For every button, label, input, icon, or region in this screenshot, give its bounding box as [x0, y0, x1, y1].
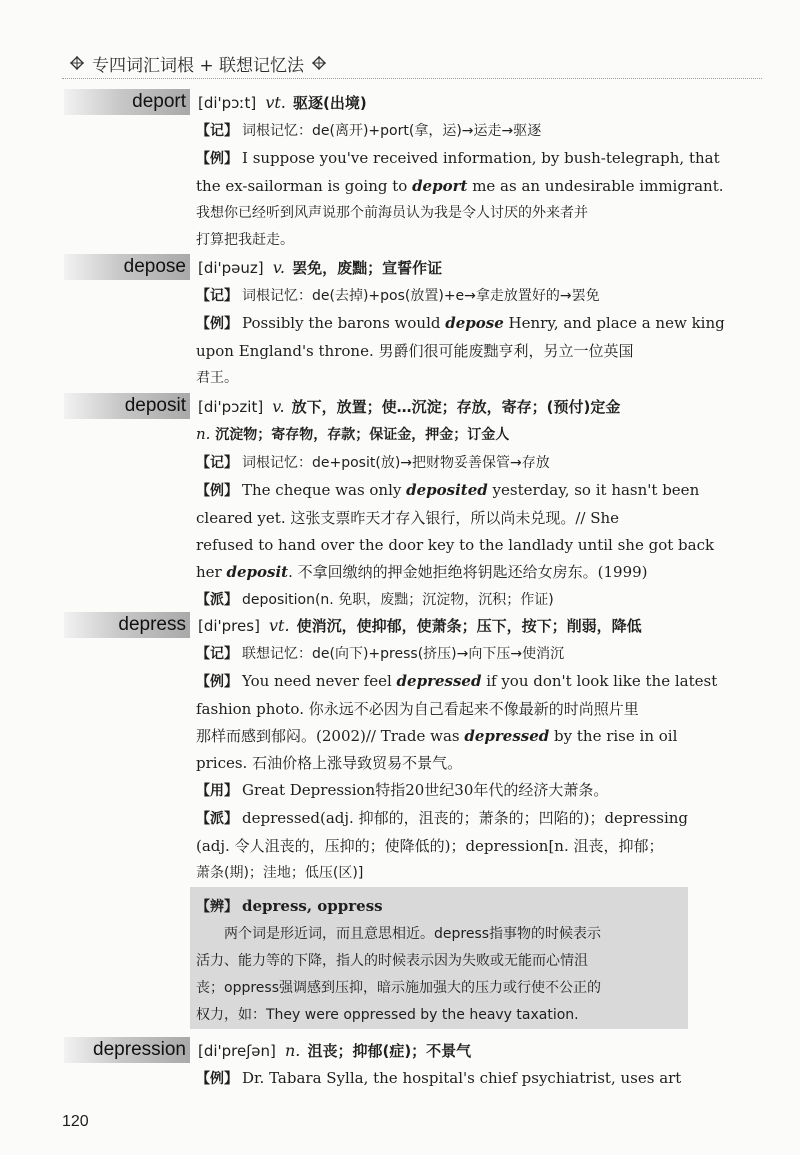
- headword-bar: [64, 89, 190, 115]
- headword-bar: [64, 254, 190, 280]
- example-text: the ex-sailorman is going to: [196, 177, 413, 195]
- headword: depose: [123, 256, 186, 277]
- crosshair-diamond-icon: [70, 56, 84, 70]
- pronunciation-line: [198, 257, 442, 278]
- derivative: (adj. 令人沮丧的，压抑的；使降低的)；depression[n. 沮丧，抑郁；: [196, 837, 664, 855]
- part-of-speech: n.: [196, 425, 211, 443]
- derivative: 萧条(期)；洼地；低压(区)]: [196, 865, 364, 881]
- pronunciation-line: [198, 615, 642, 636]
- example-text: The cheque was only: [242, 481, 407, 499]
- example-text: her: [196, 563, 227, 581]
- phonetic: [di'pəuz]: [198, 258, 264, 277]
- entry-deport: [64, 89, 754, 254]
- part-of-speech: vt.: [269, 615, 290, 635]
- example-text: cleared yet. 这张支票昨天才存入银行，所以尚未兑现。// She: [196, 509, 620, 527]
- headword: deposit: [124, 395, 186, 416]
- definition: 放下，放置；使…沉淀；存放，寄存；(预付)定金: [291, 397, 621, 416]
- tag-li: 【例】: [196, 674, 238, 690]
- phonetic: [di'pɔzit]: [198, 397, 264, 416]
- part-of-speech: v.: [272, 396, 285, 416]
- note-text: 丧；oppress强调感到压抑，暗示施加强大的压力或行使不公正的: [196, 980, 601, 996]
- example-text: Possibly the barons would: [242, 314, 446, 332]
- phonetic: [di'pres]: [198, 616, 260, 635]
- tag-pai: 【派】: [196, 592, 238, 608]
- example-text: You need never feel: [242, 672, 397, 690]
- distinction-note: [190, 887, 688, 1029]
- example-text: me as an undesirable immigrant.: [467, 177, 724, 195]
- part-of-speech: vt.: [265, 92, 286, 112]
- definition: 沉淀物；寄存物，存款；保证金，押金；订金人: [210, 427, 510, 443]
- entry-deposit: [64, 393, 754, 614]
- tag-ji: 【记】: [196, 455, 238, 471]
- example-translation: 君王。: [196, 370, 238, 386]
- example-translation: 打算把我赶走。: [196, 232, 294, 248]
- keyword: deposit: [226, 563, 289, 581]
- keyword: depressed: [464, 727, 550, 745]
- tag-ji: 【记】: [196, 288, 238, 304]
- tag-ji: 【记】: [196, 646, 238, 662]
- note-text: 活力、能力等的下降，指人的时候表示因为失败或无能而心情沮: [196, 953, 588, 969]
- headword-bar: [64, 393, 190, 419]
- example-text: . 不拿回缴纳的押金她拒绝将钥匙还给女房东。(1999): [288, 563, 648, 581]
- memory-tip: 词根记忆：de+posit(放)→把财物妥善保管→存放: [242, 455, 550, 471]
- entry-depose: [64, 254, 754, 392]
- memory-tip: 联想记忆：de(向下)+press(挤压)→向下压→使消沉: [242, 646, 565, 662]
- memory-tip: 词根记忆：de(去掉)+pos(放置)+e→拿走放置好的→罢免: [242, 288, 600, 304]
- definition: 罢免，废黜；宣誓作证: [292, 258, 443, 277]
- example-text: Dr. Tabara Sylla, the hospital's chief psychiatrist, uses art: [242, 1069, 682, 1087]
- definition: 驱逐(出境): [292, 93, 367, 112]
- example-text: Henry, and place a new king: [503, 314, 725, 332]
- entry-depression: [64, 1037, 754, 1093]
- headword: depress: [118, 614, 186, 635]
- example-text: yesterday, so it hasn't been: [487, 481, 700, 499]
- tag-yong: 【用】: [196, 783, 238, 799]
- part-of-speech: v.: [272, 257, 285, 277]
- phonetic: [di'pɔːt]: [198, 93, 257, 112]
- tag-li: 【例】: [196, 1071, 238, 1087]
- derivative: deposition(n. 免职，废黜；沉淀物，沉积；作证): [242, 592, 554, 608]
- tag-pai: 【派】: [196, 811, 238, 827]
- tag-bian: 【辨】: [196, 899, 238, 915]
- tag-li: 【例】: [196, 151, 238, 167]
- keyword: deposited: [406, 481, 488, 499]
- pronunciation-line: [198, 92, 367, 113]
- memory-tip: 词根记忆：de(离开)+port(拿，运)→运走→驱逐: [242, 123, 542, 139]
- example-translation: 我想你已经听到风声说那个前海员认为我是令人讨厌的外来者并: [196, 205, 588, 221]
- keyword: depose: [445, 314, 504, 332]
- example-text: fashion photo. 你永远不必因为自己看起来不像最新的时尚照片里: [196, 700, 639, 718]
- example-text: 那样而感到郁闷。(2002)// Trade was: [196, 727, 465, 745]
- header-title: 专四词汇词根 + 联想记忆法: [92, 55, 305, 76]
- page-number: 120: [62, 1113, 89, 1130]
- phonetic: [di'preʃən]: [198, 1041, 276, 1060]
- tag-ji: 【记】: [196, 123, 238, 139]
- running-header: [62, 48, 762, 79]
- headword: deport: [132, 91, 186, 112]
- headword-bar: [64, 1037, 190, 1063]
- example-text: I suppose you've received information, by bush-telegraph, that: [242, 149, 720, 167]
- keyword: depressed: [396, 672, 482, 690]
- derivative: depressed(adj. 抑郁的，沮丧的；萧条的；凹陷的)；depressing: [242, 809, 689, 827]
- part-of-speech: n.: [284, 1040, 301, 1060]
- note-title: depress, oppress: [242, 897, 383, 915]
- example-text: if you don't look like the latest: [481, 672, 718, 690]
- pronunciation-line: [198, 1040, 471, 1061]
- example-text: prices. 石油价格上涨导致贸易不景气。: [196, 754, 463, 772]
- headword: depression: [93, 1039, 186, 1060]
- definition: 沮丧；抑郁(症)；不景气: [307, 1041, 472, 1060]
- tag-li: 【例】: [196, 483, 238, 499]
- note-text: 权力，如：They were oppressed by the heavy taxation.: [196, 1007, 579, 1023]
- example-text: upon England's throne. 男爵们很可能废黜亨利，另立一位英国: [196, 342, 634, 360]
- usage-note: Great Depression特指20世纪30年代的经济大萧条。: [242, 781, 609, 799]
- entry-depress: [64, 612, 754, 887]
- note-text: 两个词是形近词，而且意思相近。depress指事物的时候表示: [224, 926, 602, 942]
- pronunciation-line: [198, 396, 620, 417]
- tag-li: 【例】: [196, 316, 238, 332]
- definition: 使消沉，使抑郁，使萧条；压下，按下；削弱，降低: [296, 616, 642, 635]
- example-text: refused to hand over the door key to the landlady until she got back: [196, 536, 715, 554]
- example-text: by the rise in oil: [549, 727, 678, 745]
- headword-bar: [64, 612, 190, 638]
- crosshair-diamond-icon: [312, 56, 326, 70]
- keyword: deport: [412, 177, 468, 195]
